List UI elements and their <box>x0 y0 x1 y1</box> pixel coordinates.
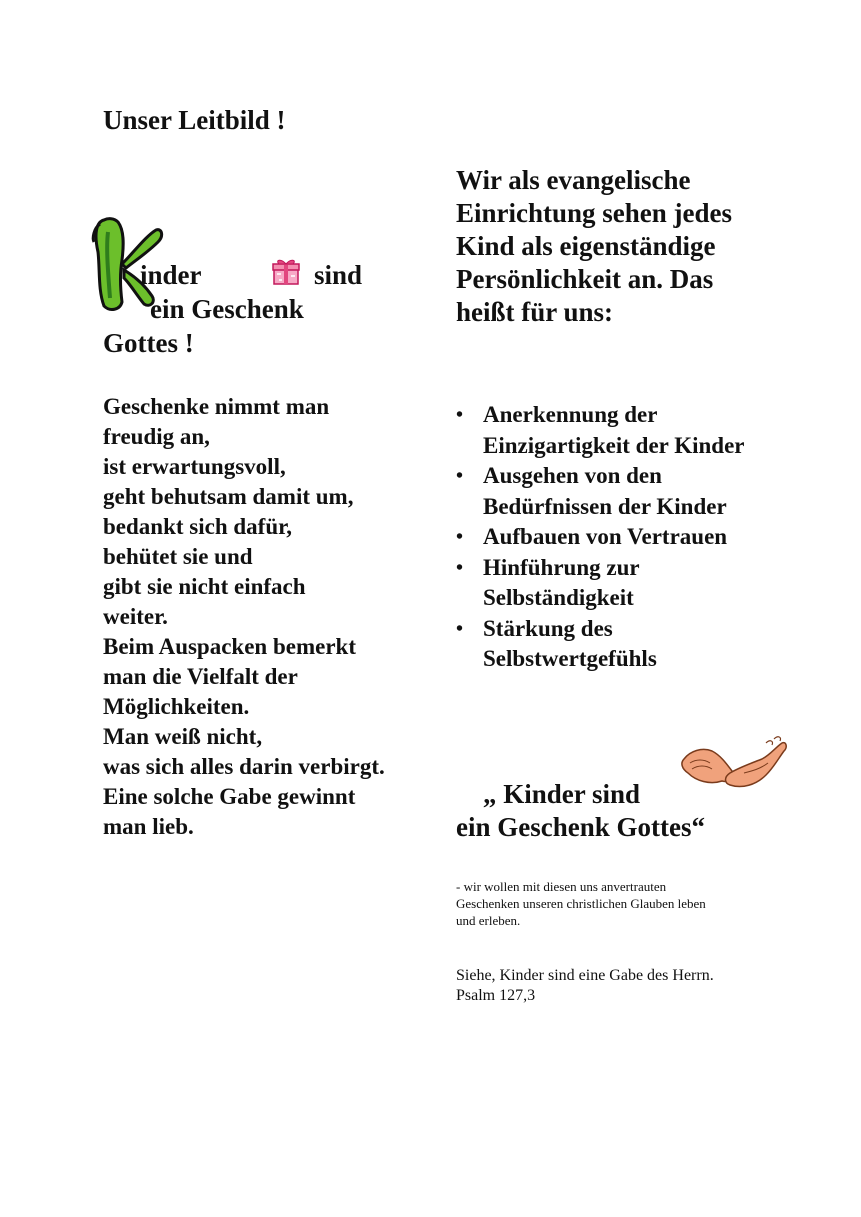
bullet-icon: • <box>456 556 464 579</box>
verse-line1: Siehe, Kinder sind eine Gabe des Herrn. <box>456 967 714 984</box>
poem-line: geht behutsam damit um, <box>103 484 354 509</box>
value-text: Aufbauen von Vertrauen <box>483 524 728 549</box>
value-text: Ausgehen von den <box>483 463 662 488</box>
bullet-icon: • <box>456 617 464 640</box>
poem-line: ist erwartungsvoll, <box>103 454 286 479</box>
value-list-item <box>456 461 816 522</box>
note-line: Geschenken unseren christlichen Glauben leben <box>456 896 706 911</box>
poem-line: weiter. <box>103 604 168 629</box>
poem-line: gibt sie nicht einfach <box>103 574 306 599</box>
intro-line: Kind als eigenständige <box>456 231 716 261</box>
page-title: Unser Leitbild ! <box>103 105 286 135</box>
poem-line: freudig an, <box>103 424 210 449</box>
intro-line: Persönlichkeit an. Das <box>456 264 714 294</box>
poem-text <box>103 392 433 842</box>
note-text <box>456 878 786 929</box>
value-text: Stärkung des <box>483 615 613 641</box>
intro-line: heißt für uns: <box>456 297 614 327</box>
poem-line: Möglichkeiten. <box>103 694 250 719</box>
bible-verse <box>456 966 786 1006</box>
value-text: Selbständigkeit <box>483 585 634 610</box>
quote-line1: „ Kinder sind <box>483 779 641 809</box>
value-list-item <box>456 522 816 553</box>
intro-line: Einrichtung sehen jedes <box>456 198 733 228</box>
poem-line: man lieb. <box>103 814 194 839</box>
intro-line: Wir als evangelische <box>456 165 691 195</box>
headline-kinder: inder <box>140 260 202 290</box>
value-list-item <box>456 553 816 614</box>
value-list-item <box>456 614 816 675</box>
value-list-item <box>456 400 816 461</box>
value-text: Einzigartigkeit der Kinder <box>483 432 745 458</box>
note-line: - wir wollen mit diesen uns anvertrauten <box>456 879 667 894</box>
value-text: Selbstwertgefühls <box>483 646 657 671</box>
quote-line2: ein Geschenk Gottes“ <box>456 812 705 842</box>
value-text: Anerkennung der <box>483 402 658 427</box>
bullet-icon: • <box>456 526 464 548</box>
bullet-icon: • <box>456 465 464 487</box>
note-line: und erleben. <box>456 913 521 928</box>
poem-line: Man weiß nicht, <box>103 724 263 749</box>
headline-line2: ein Geschenk <box>150 294 304 324</box>
bullet-icon: • <box>456 404 464 426</box>
poem-line: Beim Auspacken bemerkt <box>103 634 356 659</box>
poem-line: Eine solche Gabe gewinnt <box>103 784 356 809</box>
verse-line2: Psalm 127,3 <box>456 987 536 1004</box>
poem-line: man die Vielfalt der <box>103 664 298 689</box>
gift-icon <box>271 256 301 286</box>
quote-block <box>456 778 816 844</box>
poem-line: behütet sie und <box>103 544 253 569</box>
poem-line: bedankt sich dafür, <box>103 514 292 539</box>
headline-line3: Gottes ! <box>103 328 194 358</box>
value-text: Hinführung zur <box>483 554 640 580</box>
poem-line: Geschenke nimmt man <box>103 394 330 419</box>
poem-line: was sich alles darin verbirgt. <box>103 754 385 779</box>
intro-paragraph <box>456 164 816 329</box>
headline-sind: sind <box>314 260 363 290</box>
values-list <box>456 400 816 675</box>
value-text: Bedürfnissen der Kinder <box>483 493 727 519</box>
